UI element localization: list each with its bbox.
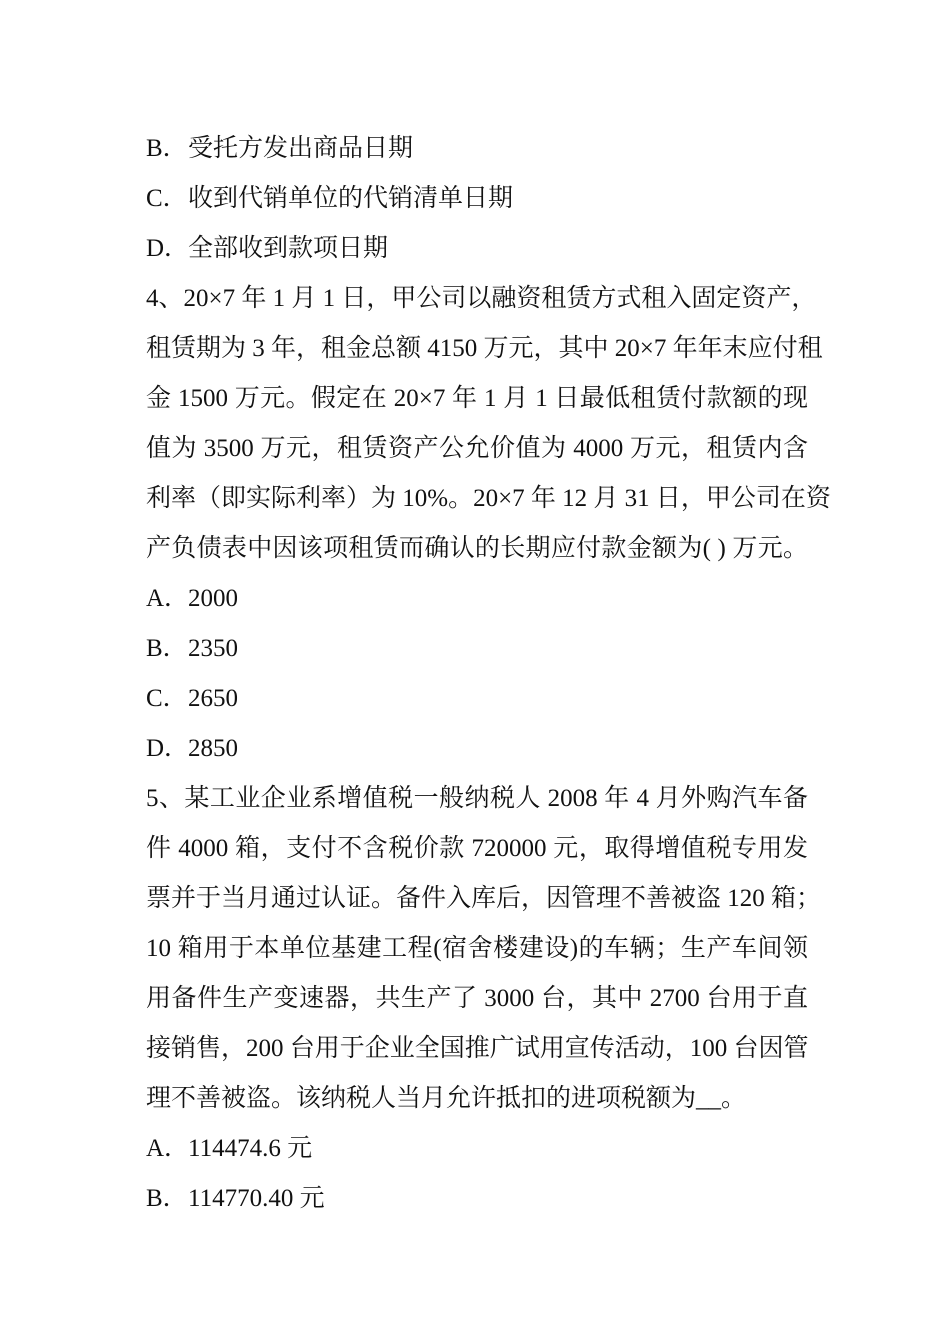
q5-text-line: 理不善被盗。该纳税人当月允许抵扣的进项税额为__。 xyxy=(146,1085,747,1112)
q5-text-line: 用备件生产变速器，共生产了 3000 台，其中 2700 台用于直 xyxy=(146,985,808,1012)
q5-text-line: 5、某工业企业系增值税一般纳税人 2008 年 4 月外购汽车备 xyxy=(146,785,808,812)
q3-option-d: D．全部收到款项日期 xyxy=(146,235,389,262)
question-4 xyxy=(146,274,831,574)
q5-option-a: A．114474.6 元 xyxy=(146,1135,313,1162)
q5-text-line: 票并于当月通过认证。备件入库后，因管理不善被盗 120 箱； xyxy=(146,885,822,912)
question-5 xyxy=(146,774,822,1124)
q4-option-d: D．2850 xyxy=(146,735,238,762)
q3-option-c: C．收到代销单位的代销清单日期 xyxy=(146,185,514,212)
q5-option-b: B．114770.40 元 xyxy=(146,1185,325,1212)
q4-option-a: A．2000 xyxy=(146,585,238,612)
q4-text-line: 产负债表中因该项租赁而确认的长期应付款金额为( ) 万元。 xyxy=(146,535,808,562)
q4-text-line: 值为 3500 万元，租赁资产公允价值为 4000 万元，租赁内含 xyxy=(146,435,808,462)
q4-option-c: C．2650 xyxy=(146,685,238,712)
q3-option-b: B．受托方发出商品日期 xyxy=(146,135,414,162)
q4-text-line: 利率（即实际利率）为 10%。20×7 年 12 月 31 日，甲公司在资 xyxy=(146,485,831,512)
q4-text-line: 金 1500 万元。假定在 20×7 年 1 月 1 日最低租赁付款额的现 xyxy=(146,385,808,412)
q5-text-line: 10 箱用于本单位基建工程(宿舍楼建设)的车辆；生产车间领 xyxy=(146,935,808,962)
q5-text-line: 件 4000 箱，支付不含税价款 720000 元，取得增值税专用发 xyxy=(146,835,808,862)
document-body xyxy=(146,124,831,1224)
q4-text-line: 租赁期为 3 年，租金总额 4150 万元，其中 20×7 年年末应付租 xyxy=(146,335,823,362)
q4-option-b: B．2350 xyxy=(146,635,238,662)
q4-text-line: 4、20×7 年 1 月 1 日，甲公司以融资租赁方式租入固定资产， xyxy=(146,285,817,312)
q5-text-line: 接销售，200 台用于企业全国推广试用宣传活动，100 台因管 xyxy=(146,1035,809,1062)
